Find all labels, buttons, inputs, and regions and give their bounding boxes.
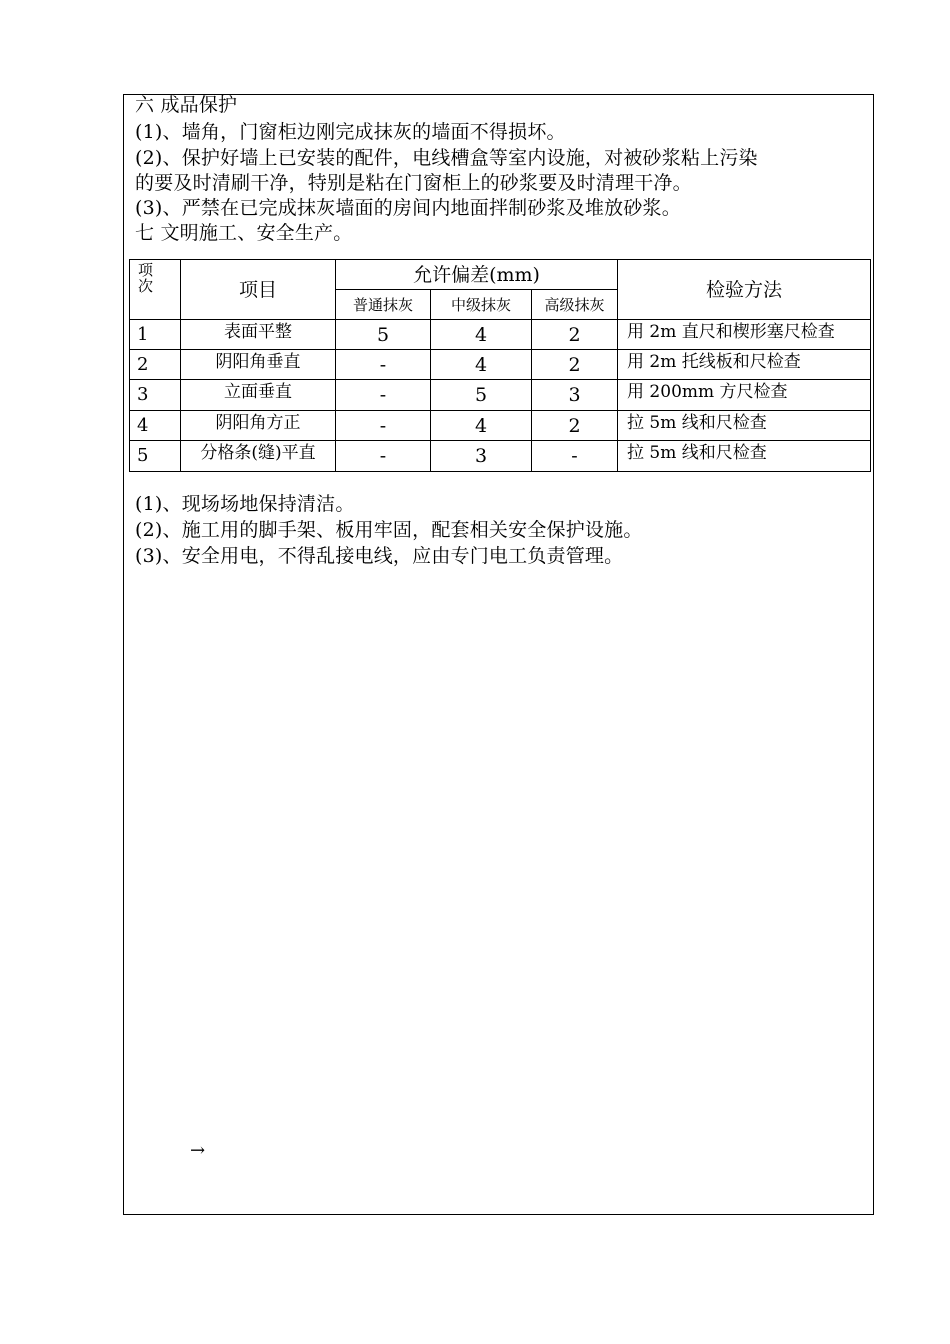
protection-heading: 六 成品保护 xyxy=(135,94,238,116)
row-item: 阴阳角垂直 xyxy=(181,350,336,380)
safety-item-3: (3)、安全用电，不得乱接电线，应由专门电工负责管理。 xyxy=(135,545,624,567)
row-high: 3 xyxy=(532,380,618,411)
protection-item-2: (2)、保护好墙上已安装的配件，电线槽盒等室内设施，对被砂浆粘上污染 xyxy=(135,147,758,169)
row-normal: - xyxy=(336,441,431,472)
row-high: - xyxy=(532,441,618,472)
row-normal: - xyxy=(336,411,431,441)
row-no: 1 xyxy=(130,320,181,350)
safety-heading: 七 文明施工、安全生产。 xyxy=(135,222,353,244)
header-level-high: 高级抹灰 xyxy=(532,290,618,320)
row-item: 立面垂直 xyxy=(181,380,336,411)
row-item: 阴阳角方正 xyxy=(181,411,336,441)
table-row xyxy=(130,411,871,441)
protection-item-1: (1)、墙角，门窗柜边刚完成抹灰的墙面不得损坏。 xyxy=(135,121,566,143)
row-normal: - xyxy=(336,380,431,411)
header-level-medium: 中级抹灰 xyxy=(431,290,532,320)
header-level-normal: 普通抹灰 xyxy=(336,290,431,320)
row-high: 2 xyxy=(532,350,618,380)
safety-item-1: (1)、现场场地保持清洁。 xyxy=(135,493,355,515)
table-row xyxy=(130,441,871,472)
header-index-line2: 次 xyxy=(138,277,154,295)
row-high: 2 xyxy=(532,411,618,441)
header-item: 项目 xyxy=(181,260,336,320)
row-method: 用 2m 托线板和尺检查 xyxy=(618,350,871,380)
row-medium: 4 xyxy=(431,411,532,441)
row-no: 5 xyxy=(130,441,181,472)
row-no: 2 xyxy=(130,350,181,380)
row-high: 2 xyxy=(532,320,618,350)
row-no: 3 xyxy=(130,380,181,411)
row-medium: 5 xyxy=(431,380,532,411)
arrow-icon: → xyxy=(190,1140,206,1161)
row-method: 拉 5m 线和尺检查 xyxy=(618,411,871,441)
protection-item-2-cont: 的要及时清刷干净，特别是粘在门窗柜上的砂浆要及时清理干净。 xyxy=(135,172,692,194)
row-medium: 4 xyxy=(431,320,532,350)
table-row xyxy=(130,320,871,350)
row-method: 用 2m 直尺和楔形塞尺检查 xyxy=(618,320,871,350)
table-row xyxy=(130,380,871,411)
row-medium: 3 xyxy=(431,441,532,472)
row-item: 分格条(缝)平直 xyxy=(181,441,336,472)
protection-item-3: (3)、严禁在已完成抹灰墙面的房间内地面拌制砂浆及堆放砂浆。 xyxy=(135,197,681,219)
row-no: 4 xyxy=(130,411,181,441)
header-index xyxy=(130,260,181,320)
row-method: 拉 5m 线和尺检查 xyxy=(618,441,871,472)
tolerance-table xyxy=(129,259,871,472)
table-row xyxy=(130,350,871,380)
header-tolerance: 允许偏差(mm) xyxy=(336,260,618,290)
header-method: 检验方法 xyxy=(618,260,871,320)
row-normal: 5 xyxy=(336,320,431,350)
row-method: 用 200mm 方尺检查 xyxy=(618,380,871,411)
header-index-line1: 项 xyxy=(138,261,154,279)
row-item: 表面平整 xyxy=(181,320,336,350)
row-medium: 4 xyxy=(431,350,532,380)
safety-item-2: (2)、施工用的脚手架、板用牢固，配套相关安全保护设施。 xyxy=(135,519,643,541)
row-normal: - xyxy=(336,350,431,380)
